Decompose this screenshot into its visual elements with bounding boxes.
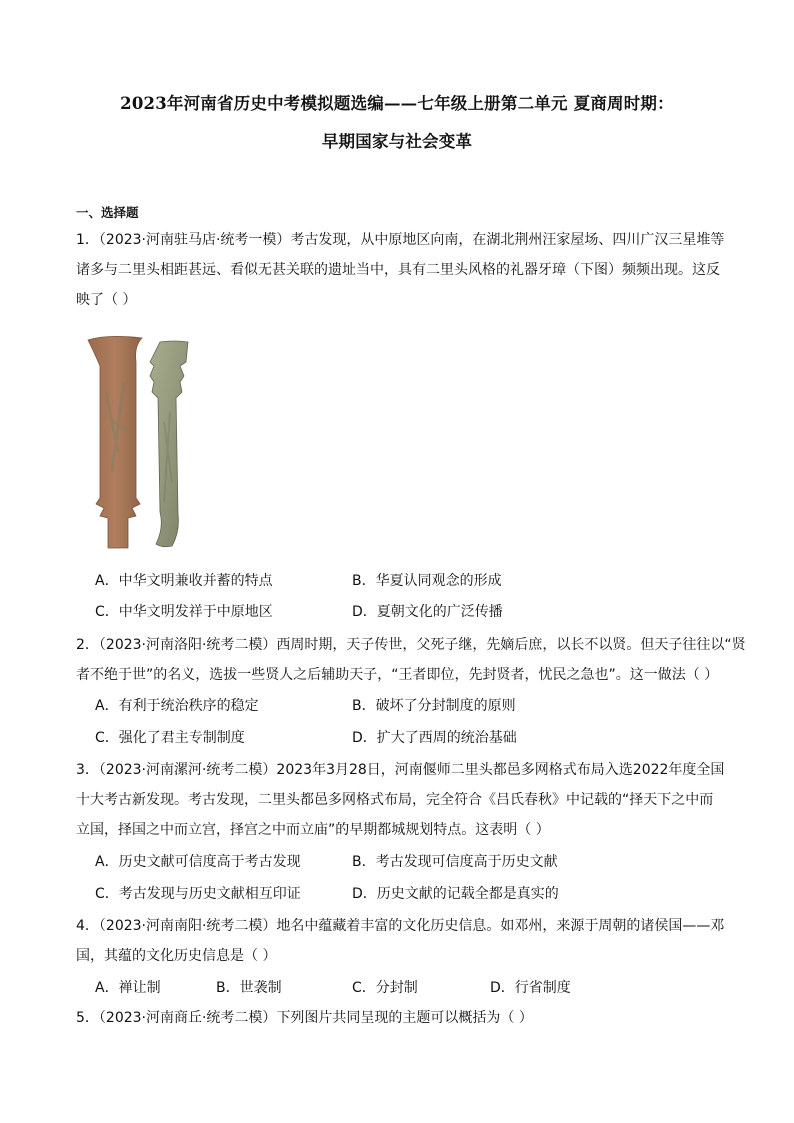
document-title-line2: 早期国家与社会变革 — [321, 132, 473, 151]
q4-option-a: A．禅让制 — [95, 980, 161, 996]
question-line: 2．（2023·河南洛阳·统考二模）西周时期，天子传世，父死子继，先嫡后庶，以长不以贤。但天子往往以“贤 — [76, 637, 746, 653]
question-line: 立国，择国之中而立宫，择宫之中而立庙”的早期都城规划特点。这表明（ ） — [76, 822, 550, 838]
document-title-line1: 2023年河南省历史中考模拟题选编——七年级上册第二单元 夏商周时期： — [120, 94, 674, 113]
question-line: 映了（ ） — [76, 292, 137, 308]
q3-option-d: D．历史文献的记载全都是真实的 — [352, 886, 559, 902]
question-2-stem — [76, 630, 746, 690]
question-line: 者不绝于世”的名义，选拔一些贤人之后辅助天子，“王者即位，先封贤者，忧民之急也”。这一做法（ ） — [76, 667, 719, 683]
question-5-stem — [76, 1003, 724, 1033]
yazhang-right-blade — [150, 341, 188, 547]
q2-option-d: D．扩大了西周的统治基础 — [352, 730, 517, 746]
q4-option-b: B．世袭制 — [216, 980, 282, 996]
q3-option-b: B．考古发现可信度高于历史文献 — [352, 854, 558, 870]
q4-option-d: D．行省制度 — [490, 980, 571, 996]
section-heading: 一、选择题 — [76, 205, 139, 220]
q3-option-c: C．考古发现与历史文献相互印证 — [95, 886, 301, 902]
q2-option-c: C．强化了君主专制制度 — [95, 730, 245, 746]
question-line: 国，其蕴的文化历史信息是（ ） — [76, 948, 277, 964]
q1-option-b: B．华夏认同观念的形成 — [352, 573, 502, 589]
q2-option-b: B．破坏了分封制度的原则 — [352, 698, 516, 714]
yazhang-jade-figure — [84, 332, 192, 550]
question-4-stem — [76, 911, 724, 971]
question-3-stem — [76, 755, 724, 845]
question-line: 十大考古新发现。考古发现，二里头都邑多网格式布局，完全符合《吕氏春秋》中记载的“择天下之中而 — [76, 792, 714, 808]
q1-option-c: C．中华文明发祥于中原地区 — [95, 604, 273, 620]
q1-option-a: A．中华文明兼收并蓄的特点 — [95, 573, 273, 589]
question-1-stem — [76, 225, 724, 315]
q2-option-a: A．有利于统治秩序的稳定 — [95, 698, 259, 714]
q4-option-c: C．分封制 — [352, 980, 418, 996]
question-line: 诸多与二里头相距甚远、看似无甚关联的遗址当中，具有二里头风格的礼器牙璋（下图）频频出现。这反 — [76, 262, 720, 278]
question-line: 4．（2023·河南南阳·统考二模）地名中蕴藏着丰富的文化历史信息。如邓州，来源于周朝的诸侯国——邓 — [76, 918, 725, 934]
question-line: 3．（2023·河南漯河·统考二模）2023年3月28日，河南偃师二里头都邑多网格式布局入选2022年度全国 — [76, 762, 725, 778]
question-line: 1．（2023·河南驻马店·统考一模）考古发现，从中原地区向南，在湖北荆州汪家屋场、四川广汉三星堆等 — [76, 232, 725, 248]
question-line: 5．（2023·河南商丘·统考二模）下列图片共同呈现的主题可以概括为（ ） — [76, 1010, 533, 1026]
q1-option-d: D．夏朝文化的广泛传播 — [352, 604, 503, 620]
q3-option-a: A．历史文献可信度高于考古发现 — [95, 854, 301, 870]
